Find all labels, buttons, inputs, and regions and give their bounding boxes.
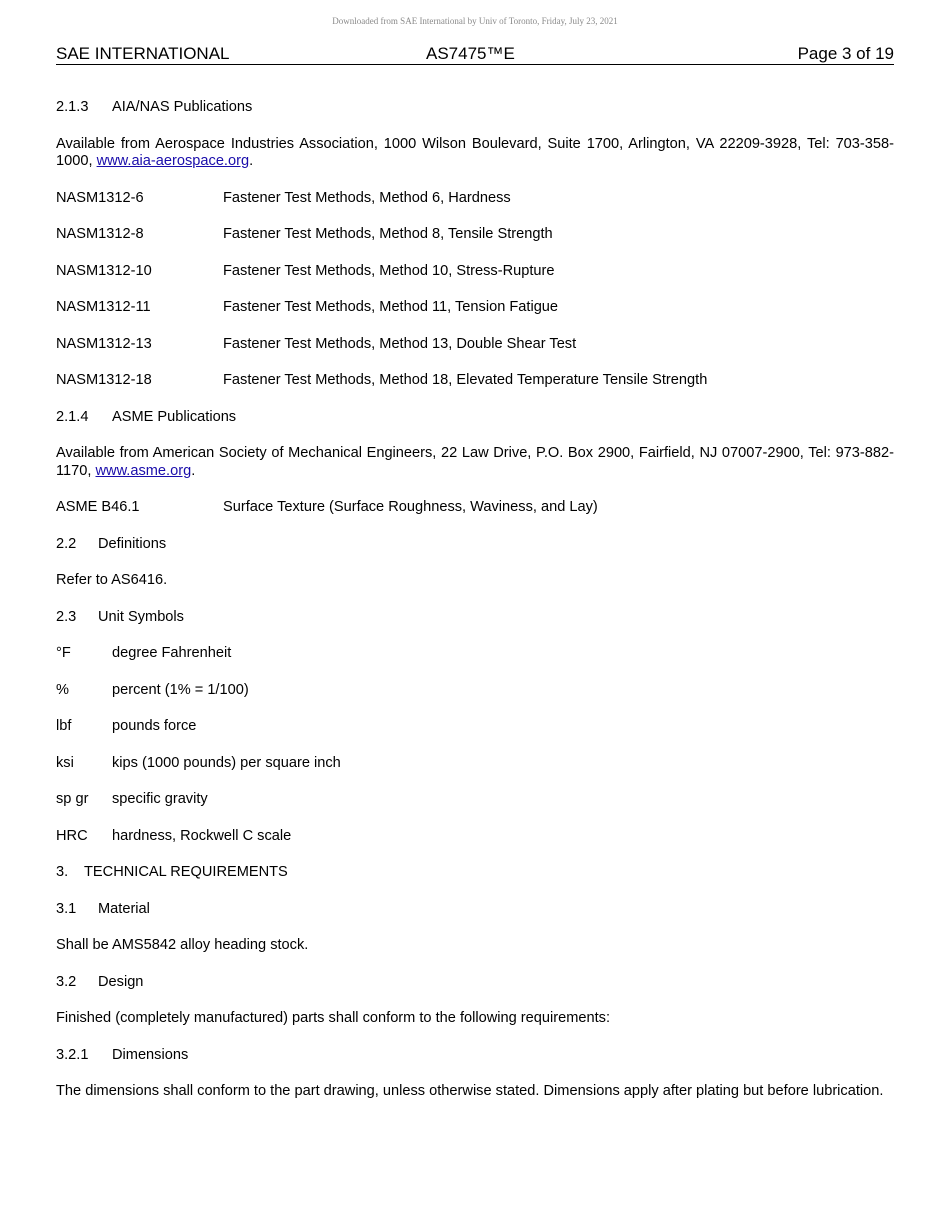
download-watermark: Downloaded from SAE International by Univ of Toronto, Friday, July 23, 2021 bbox=[332, 16, 618, 26]
header-publisher: SAE INTERNATIONAL bbox=[56, 44, 230, 63]
section-number: 2.2 bbox=[56, 535, 77, 552]
reference-code: NASM1312-6 bbox=[56, 189, 144, 206]
header-page-number: Page 3 of 19 bbox=[797, 44, 894, 63]
page-body bbox=[56, 97, 894, 1101]
reference-title: Fastener Test Methods, Method 18, Elevated Temperature Tensile Strength bbox=[223, 372, 708, 388]
section-2-2-heading bbox=[56, 536, 894, 554]
section-2-3-heading bbox=[56, 609, 894, 627]
section-title: Dimensions bbox=[112, 1046, 189, 1063]
unit-symbol: ksi bbox=[56, 754, 74, 771]
reference-row bbox=[56, 263, 894, 281]
section-3-2-heading bbox=[56, 974, 894, 992]
section-number: 3.2.1 bbox=[56, 1046, 89, 1063]
unit-symbol-row bbox=[56, 828, 894, 846]
reference-code: NASM1312-8 bbox=[56, 226, 144, 242]
asme-website-link[interactable]: www.asme.org bbox=[95, 462, 192, 479]
section-number: 2.1.3 bbox=[56, 99, 89, 115]
aia-availability-paragraph: Available from Aerospace Industries Association, 1000 Wilson Boulevard, Suite 1700, Arlington, VA 22209-3928, Tel: 703-358-1000, www.aia-aerospace.org. bbox=[56, 135, 894, 169]
section-2-1-4-heading bbox=[56, 409, 894, 427]
unit-symbol: °F bbox=[56, 645, 71, 661]
page-header bbox=[56, 44, 894, 65]
section-number: 3.1 bbox=[56, 900, 77, 917]
unit-symbol: HRC bbox=[56, 827, 88, 844]
reference-code: NASM1312-18 bbox=[56, 372, 152, 388]
unit-symbol-row bbox=[56, 791, 894, 809]
reference-row bbox=[56, 336, 894, 354]
reference-code: NASM1312-10 bbox=[56, 262, 152, 279]
section-2-1-3-heading bbox=[56, 99, 894, 117]
section-number: 2.1.4 bbox=[56, 408, 89, 425]
unit-description: kips (1000 pounds) per square inch bbox=[112, 754, 341, 771]
unit-symbol-row bbox=[56, 718, 894, 736]
reference-title: Fastener Test Methods, Method 6, Hardness bbox=[223, 189, 511, 206]
section-number: 3.2 bbox=[56, 973, 77, 990]
section-title: TECHNICAL REQUIREMENTS bbox=[84, 864, 288, 880]
asme-availability-text: Available from American Society of Mechanical Engineers, 22 Law Drive, P.O. Box 2900, Fairfield, NJ 07007-2900, Tel: 973-882-1170, bbox=[56, 445, 894, 479]
unit-symbol-row bbox=[56, 682, 894, 700]
unit-symbol: sp gr bbox=[56, 791, 89, 807]
material-text: Shall be AMS5842 alloy heading stock. bbox=[56, 937, 309, 953]
reference-title: Fastener Test Methods, Method 11, Tension Fatigue bbox=[223, 299, 559, 315]
reference-code: NASM1312-13 bbox=[56, 335, 152, 352]
reference-code: NASM1312-11 bbox=[56, 299, 151, 315]
section-title: Definitions bbox=[98, 535, 167, 552]
reference-row bbox=[56, 226, 894, 244]
reference-code: ASME B46.1 bbox=[56, 499, 140, 515]
unit-symbol-row bbox=[56, 645, 894, 663]
section-number: 3. bbox=[56, 864, 69, 880]
unit-symbol: % bbox=[56, 681, 69, 698]
section-title: Material bbox=[98, 900, 150, 917]
unit-description: specific gravity bbox=[112, 791, 208, 807]
design-text: Finished (completely manufactured) parts shall conform to the following requirements: bbox=[56, 1010, 611, 1026]
reference-row bbox=[56, 499, 894, 517]
asme-availability-paragraph: Available from American Society of Mechanical Engineers, 22 Law Drive, P.O. Box 2900, Fairfield, NJ 07007-2900, Tel: 973-882-1170, www.asme.org. bbox=[56, 445, 894, 479]
unit-description: degree Fahrenheit bbox=[112, 645, 232, 661]
reference-row bbox=[56, 372, 894, 390]
header-document-number: AS7475™E bbox=[426, 44, 515, 63]
unit-description: pounds force bbox=[112, 718, 197, 734]
reference-title: Surface Texture (Surface Roughness, Waviness, and Lay) bbox=[223, 499, 598, 515]
section-3-1-heading bbox=[56, 901, 894, 919]
section-title: Design bbox=[98, 973, 144, 990]
reference-title: Fastener Test Methods, Method 8, Tensile Strength bbox=[223, 226, 553, 242]
section-title: AIA/NAS Publications bbox=[112, 99, 253, 115]
section-number: 2.3 bbox=[56, 608, 77, 625]
reference-row bbox=[56, 299, 894, 317]
unit-symbol: lbf bbox=[56, 718, 72, 734]
unit-symbol-row bbox=[56, 755, 894, 773]
section-3-2-1-heading bbox=[56, 1047, 894, 1065]
definitions-text: Refer to AS6416. bbox=[56, 572, 168, 588]
section-title: ASME Publications bbox=[112, 408, 237, 425]
aia-availability-text: Available from Aerospace Industries Association, 1000 Wilson Boulevard, Suite 1700, Arlington, VA 22209-3928, Tel: 703-358-1000, bbox=[56, 135, 894, 169]
dimensions-text: The dimensions shall conform to the part drawing, unless otherwise stated. Dimensions apply after plating but before lubrication. bbox=[56, 1083, 884, 1099]
aia-website-link[interactable]: www.aia-aerospace.org bbox=[96, 153, 250, 169]
reference-title: Fastener Test Methods, Method 10, Stress-Rupture bbox=[223, 262, 555, 279]
section-3-heading bbox=[56, 864, 894, 882]
reference-title: Fastener Test Methods, Method 13, Double Shear Test bbox=[223, 335, 577, 352]
reference-row bbox=[56, 190, 894, 208]
unit-description: hardness, Rockwell C scale bbox=[112, 827, 292, 844]
unit-description: percent (1% = 1/100) bbox=[112, 681, 249, 698]
section-title: Unit Symbols bbox=[98, 608, 184, 625]
